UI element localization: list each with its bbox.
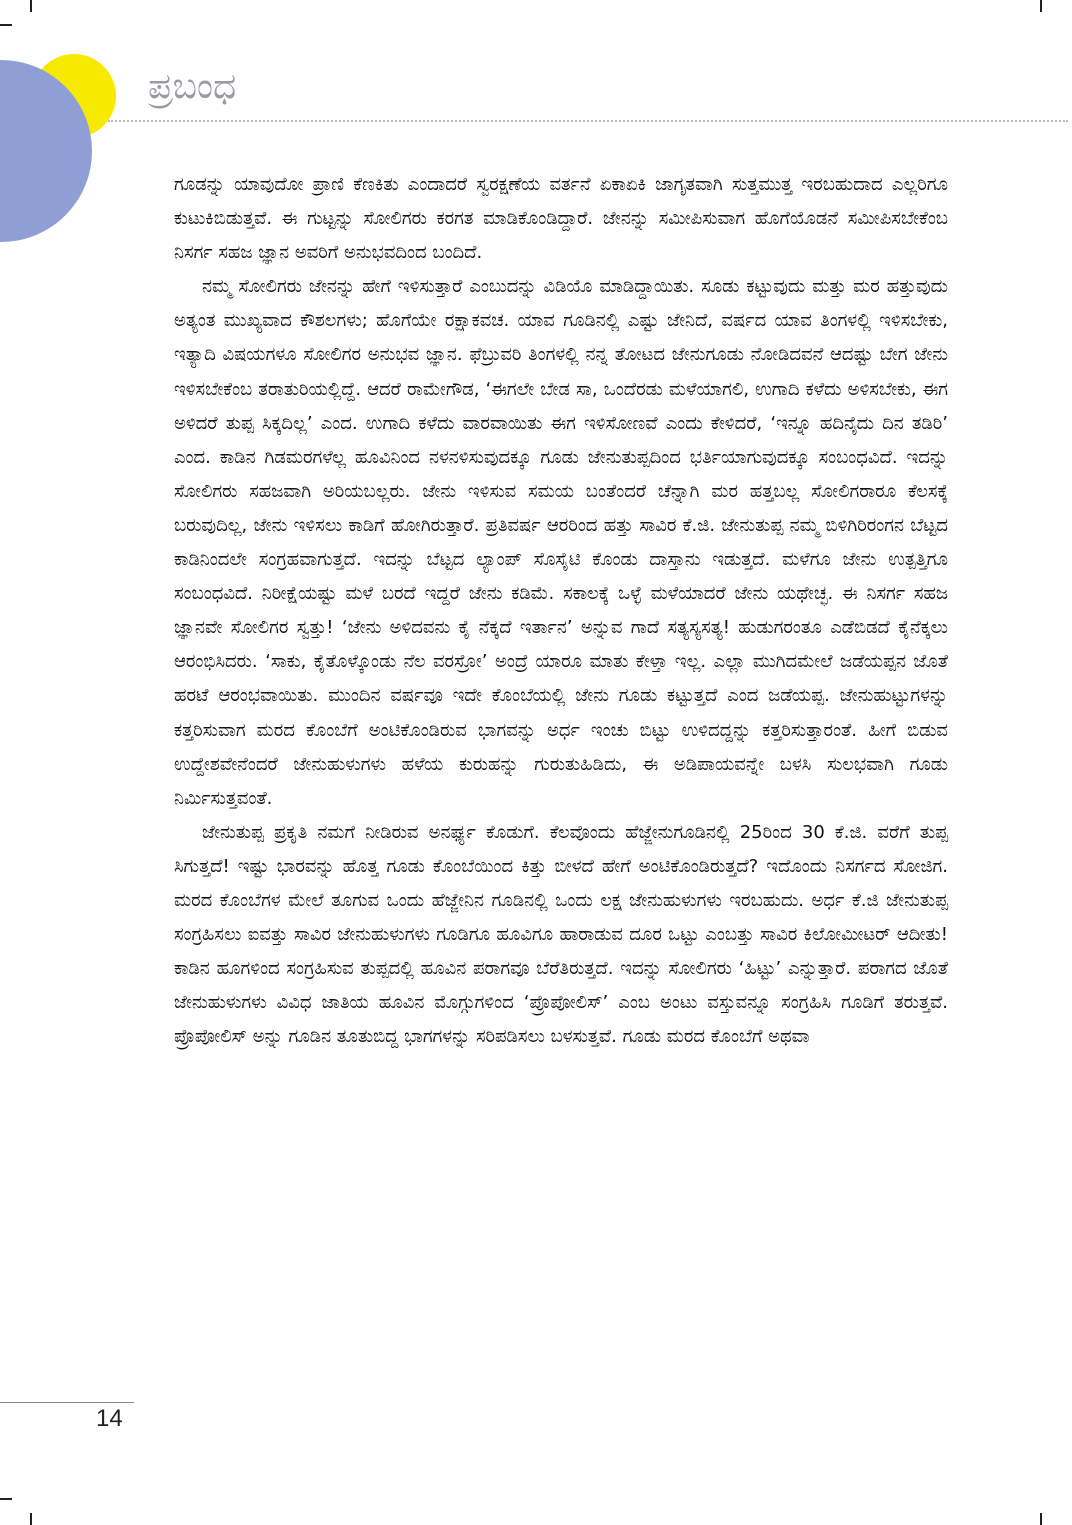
crop-mark-top-left-h xyxy=(0,24,12,26)
section-title: ಪ್ರಬಂಧ xyxy=(148,66,237,107)
page-number: 14 xyxy=(96,1405,123,1432)
header-dotted-divider xyxy=(108,120,1068,122)
paragraph-3: ಜೇನುತುಪ್ಪ ಪ್ರಕೃತಿ ನಮಗೆ ನೀಡಿರುವ ಅನರ್ಘ್ಯ ಕೊಡುಗೆ. ಕೆಲವೊಂದು ಹೆಜ್ಜೇನುಗೂಡಿನಲ್ಲಿ 25ರಿಂದ 30 ಕೆ.ಜಿ. ವರೆಗೆ ತುಪ್ಪ ಸಿಗುತ್ತದೆ! ಇಷ್ಟು ಭಾರವನ್ನು ಹೊತ್ತ ಗೂಡು ಕೊಂಬೆಯಿಂದ ಕಿತ್ತು ಬೀಳದೆ ಹೇಗೆ ಅಂಟಿಕೊಂಡಿರುತ್ತದೆ? ಇದೊಂದು ನಿಸರ್ಗದ ಸೋಜಿಗ. ಮರದ ಕೊಂಬೆಗಳ ಮೇಲೆ ತೂಗುವ ಒಂದು ಹೆಜ್ಜೇನಿನ ಗೂಡಿನಲ್ಲಿ ಒಂದು ಲಕ್ಷ ಜೇನುಹುಳುಗಳು ಇರಬಹುದು. ಅರ್ಧ ಕೆ.ಜಿ ಜೇನುತುಪ್ಪ ಸಂಗ್ರಹಿಸಲು ಐವತ್ತು ಸಾವಿರ ಜೇನುಹುಳುಗಳು ಗೂಡಿಗೂ ಹೂವಿಗೂ ಹಾರಾಡುವ ದೂರ ಒಟ್ಟು ಎಂಬತ್ತು ಸಾವಿರ ಕಿಲೋಮೀಟರ್ ಆದೀತು! ಕಾಡಿನ ಹೂಗಳಿಂದ ಸಂಗ್ರಹಿಸುವ ತುಪ್ಪದಲ್ಲಿ ಹೂವಿನ ಪರಾಗವೂ ಬೆರೆತಿರುತ್ತದೆ. ಇದನ್ನು ಸೋಲಿಗರು ‘ಹಿಟ್ಟು’ ಎನ್ನುತ್ತಾರೆ. ಪರಾಗದ ಜೊತೆ ಜೇನುಹುಳುಗಳು ವಿವಿಧ ಜಾತಿಯ ಹೂವಿನ ಮೊಗ್ಗುಗಳಿಂದ ‘ಪ್ರೊಪೋಲಿಸ್’ ಎಂಬ ಅಂಟು ವಸ್ತುವನ್ನೂ ಸಂಗ್ರಹಿಸಿ ಗೂಡಿಗೆ ತರುತ್ತವೆ. ಪ್ರೊಪೋಲಿಸ್ ಅನ್ನು ಗೂಡಿನ ತೂತುಬಿದ್ದ ಭಾಗಗಳನ್ನು ಸರಿಪಡಿಸಲು ಬಳಸುತ್ತವೆ. ಗೂಡು ಮರದ ಕೊಂಬೆಗೆ ಅಥವಾ xyxy=(174,821,948,1048)
paragraph-1: ಗೂಡನ್ನು ಯಾವುದೋ ಪ್ರಾಣಿ ಕೆಣಕಿತು ಎಂದಾದರೆ ಸ್ವರಕ್ಷಣೆಯ ವರ್ತನೆ ಏಕಾಏಕಿ ಜಾಗೃತವಾಗಿ ಸುತ್ತಮುತ್ತ ಇರಬಹುದಾದ ಎಲ್ಲರಿಗೂ ಕುಟುಕಿಬಿಡುತ್ತವೆ. ಈ ಗುಟ್ಟನ್ನು ಸೋಲಿಗರು ಕರಗತ ಮಾಡಿಕೊಂಡಿದ್ದಾರೆ. ಜೇನನ್ನು ಸಮೀಪಿಸುವಾಗ ಹೊಗೆಯೊಡನೆ ಸಮೀಪಿಸಬೇಕೆಂಬ ನಿಸರ್ಗ ಸಹಜ ಜ್ಞಾನ ಅವರಿಗೆ ಅನುಭವದಿಂದ ಬಂದಿದೆ. xyxy=(174,174,948,264)
crop-mark-bottom-right xyxy=(1040,1513,1042,1525)
crop-mark-bottom-left-v xyxy=(30,1513,32,1525)
article-body xyxy=(174,168,948,1054)
crop-mark-top-left xyxy=(30,0,32,12)
crop-mark-bottom-left xyxy=(0,1498,12,1500)
paragraph-2: ನಮ್ಮ ಸೋಲಿಗರು ಜೇನನ್ನು ಹೇಗೆ ಇಳಿಸುತ್ತಾರೆ ಎಂಬುದನ್ನು ವಿಡಿಯೊ ಮಾಡಿದ್ದಾಯಿತು. ಸೂಡು ಕಟ್ಟುವುದು ಮತ್ತು ಮರ ಹತ್ತುವುದು ಅತ್ಯಂತ ಮುಖ್ಯವಾದ ಕೌಶಲಗಳು; ಹೊಗೆಯೇ ರಕ್ಷಾಕವಚ. ಯಾವ ಗೂಡಿನಲ್ಲಿ ಎಷ್ಟು ಜೇನಿದೆ, ವರ್ಷದ ಯಾವ ತಿಂಗಳಲ್ಲಿ ಇಳಿಸಬೇಕು, ಇತ್ಯಾದಿ ವಿಷಯಗಳೂ ಸೋಲಿಗರ ಅನುಭವ ಜ್ಞಾನ. ಫೆಬ್ರುವರಿ ತಿಂಗಳಲ್ಲಿ ನನ್ನ ತೋಟದ ಜೇನುಗೂಡು ನೋಡಿದವನೆ ಆದಷ್ಟು ಬೇಗ ಜೇನು ಇಳಿಸಬೇಕೆಂಬ ತರಾತುರಿಯಲ್ಲಿದ್ದೆ. ಆದರೆ ರಾಮೇಗೌಡ, ‘ಈಗಲೇ ಬೇಡ ಸಾ, ಒಂದೆರಡು ಮಳೆಯಾಗಲಿ, ಉಗಾದಿ ಕಳೆದು ಅಳಿಸಬೇಕು, ಈಗ ಅಳಿದರೆ ತುಪ್ಪ ಸಿಕ್ಕದಿಲ್ಲ’ ಎಂದ. ಉಗಾದಿ ಕಳೆದು ವಾರವಾಯಿತು ಈಗ ಇಳಿಸೋಣವೆ ಎಂದು ಕೇಳಿದರೆ, ‘ಇನ್ನೂ ಹದಿನೈದು ದಿನ ತಡಿರಿ’ ಎಂದ. ಕಾಡಿನ ಗಿಡಮರಗಳೆಲ್ಲ ಹೂವಿನಿಂದ ನಳನಳಿಸುವುದಕ್ಕೂ ಗೂಡು ಜೇನುತುಪ್ಪದಿಂದ ಭರ್ತಿಯಾಗುವುದಕ್ಕೂ ಸಂಬಂಧವಿದೆ. ಇದನ್ನು ಸೋಲಿಗರು ಸಹಜವಾಗಿ ಅರಿಯಬಲ್ಲರು. ಜೇನು ಇಳಿಸುವ ಸಮಯ ಬಂತೆಂದರೆ ಚೆನ್ನಾಗಿ ಮರ ಹತ್ತಬಲ್ಲ ಸೋಲಿಗರಾರೂ ಕೆಲಸಕ್ಕೆ ಬರುವುದಿಲ್ಲ, ಜೇನು ಇಳಿಸಲು ಕಾಡಿಗೆ ಹೋಗಿರುತ್ತಾರೆ. ಪ್ರತಿವರ್ಷ ಆರರಿಂದ ಹತ್ತು ಸಾವಿರ ಕೆ.ಜಿ. ಜೇನುತುಪ್ಪ ನಮ್ಮ ಬಿಳಿಗಿರಿರಂಗನ ಬೆಟ್ಟದ ಕಾಡಿನಿಂದಲೇ ಸಂಗ್ರಹವಾಗುತ್ತದೆ. ಇದನ್ನು ಬೆಟ್ಟದ ಲ್ಯಾಂಪ್ ಸೊಸೈಟಿ ಕೊಂಡು ದಾಸ್ತಾನು ಇಡುತ್ತದೆ. ಮಳೆಗೂ ಜೇನು ಉತ್ಪತ್ತಿಗೂ ಸಂಬಂಧವಿದೆ. ನಿರೀಕ್ಷೆಯಷ್ಟು ಮಳೆ ಬರದೆ ಇದ್ದರೆ ಜೇನು ಕಡಿಮೆ. ಸಕಾಲಕ್ಕೆ ಒಳ್ಳೆ ಮಳೆಯಾದರೆ ಜೇನು ಯಥೇಚ್ಛ. ಈ ನಿಸರ್ಗ ಸಹಜ ಜ್ಞಾನವೇ ಸೋಲಿಗರ ಸ್ವತ್ತು! ‘ಜೇನು ಅಳಿದವನು ಕೈ ನೆಕ್ಕದೆ ಇರ್ತಾನ’ ಅನ್ನುವ ಗಾದೆ ಸತ್ಯಸ್ಯಸತ್ಯ! ಹುಡುಗರಂತೂ ಎಡೆಬಿಡದೆ ಕೈನೆಕ್ಕಲು ಆರಂಭಿಸಿದರು. ‘ಸಾಕು, ಕೈತೊಳ್ಕೊಂಡು ನೆಲ ವರಸ್ರೋ’ ಅಂದ್ರೆ ಯಾರೂ ಮಾತು ಕೇಳ್ತಾ ಇಲ್ಲ. ಎಲ್ಲಾ ಮುಗಿದಮೇಲೆ ಜಡೆಯಪ್ಪನ ಜೊತೆ ಹರಟೆ ಆರಂಭವಾಯಿತು. ಮುಂದಿನ ವರ್ಷವೂ ಇದೇ ಕೊಂಬೆಯಲ್ಲಿ ಜೇನು ಗೂಡು ಕಟ್ಟುತ್ತದೆ ಎಂದ ಜಡೆಯಪ್ಪ. ಜೇನುಹುಟ್ಟುಗಳನ್ನು ಕತ್ತರಿಸುವಾಗ ಮರದ ಕೊಂಬೆಗೆ ಅಂಟಿಕೊಂಡಿರುವ ಭಾಗವನ್ನು ಅರ್ಧ ಇಂಚು ಬಿಟ್ಟು ಉಳಿದದ್ದನ್ನು ಕತ್ತರಿಸುತ್ತಾರಂತೆ. ಹೀಗೆ ಬಿಡುವ ಉದ್ದೇಶವೇನೆಂದರೆ ಜೇನುಹುಳುಗಳು ಹಳೆಯ ಕುರುಹನ್ನು ಗುರುತುಹಿಡಿದು, ಈ ಅಡಿಪಾಯವನ್ನೇ ಬಳಸಿ ಸುಲಭವಾಗಿ ಗೂಡು ನಿರ್ಮಿಸುತ್ತವಂತೆ. xyxy=(174,276,948,809)
crop-mark-top-right xyxy=(1040,0,1042,12)
